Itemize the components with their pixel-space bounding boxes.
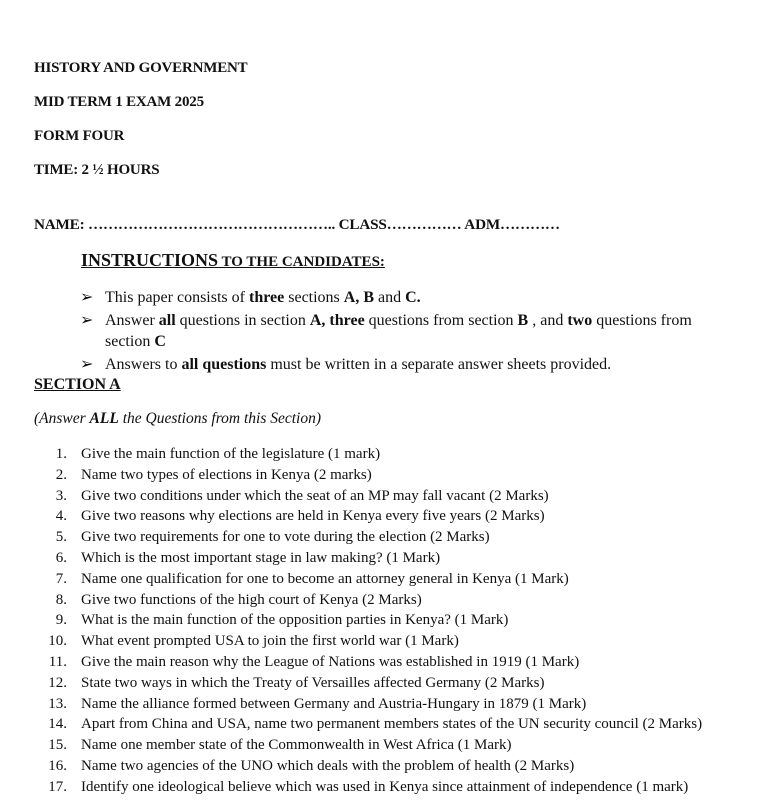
question-item [34, 735, 764, 756]
question-item [34, 777, 764, 798]
instructions-heading [81, 250, 385, 271]
question-number: 14. [48, 716, 67, 733]
question-text: Give the main function of the legislature (1 mark) [81, 446, 381, 462]
instructions-heading-main: INSTRUCTIONS [81, 250, 219, 270]
exam-title: MID TERM 1 EXAM 2025 [34, 94, 204, 110]
arrow-bullet-icon: ➢ [80, 312, 94, 329]
arrow-bullet-icon: ➢ [80, 356, 94, 373]
question-item [34, 465, 764, 486]
question-number: 12. [48, 674, 67, 691]
question-text: Name one qualification for one to become an attorney general in Kenya (1 Mark) [81, 570, 569, 587]
instruction-text: This paper consists of three sections A, B and C. [105, 289, 421, 306]
question-number: 2. [55, 466, 67, 483]
form-title: FORM FOUR [34, 128, 125, 144]
question-text: What event prompted USA to join the first world war (1 Mark) [81, 633, 459, 650]
question-list [34, 444, 764, 798]
question-number: 9. [55, 612, 67, 629]
question-item [34, 610, 764, 631]
question-item [34, 444, 764, 465]
question-text: Give two functions of the high court of Kenya (2 Marks) [81, 591, 422, 608]
question-number: 17. [48, 778, 67, 795]
question-item [34, 694, 764, 715]
question-text: Name the alliance formed between Germany and Austria-Hungary in 1879 (1 Mark) [81, 695, 587, 712]
question-item [34, 590, 764, 611]
instruction-text: Answers to all questions must be written in a separate answer sheets provided. [105, 356, 612, 373]
question-item [34, 756, 764, 777]
name-class-adm-line: NAME: ………………………………………….. CLASS…………… ADM………… [34, 216, 560, 233]
question-text: State two ways in which the Treaty of Versailles affected Germany (2 Marks) [81, 674, 545, 691]
question-text: Give two requirements for one to vote during the election (2 Marks) [81, 529, 490, 546]
instruction-item [80, 354, 740, 375]
question-item [34, 714, 764, 735]
instruction-item [80, 310, 740, 352]
question-text: Give two conditions under which the seat of an MP may fall vacant (2 Marks) [81, 487, 549, 504]
subject-title: HISTORY AND GOVERNMENT [34, 60, 248, 76]
question-item [34, 569, 764, 590]
instruction-text: Answer all questions in section A, three questions from section B , and two questions from section C [105, 312, 692, 350]
question-number: 16. [48, 757, 67, 774]
question-number: 5. [55, 529, 67, 546]
question-number: 1. [55, 446, 67, 462]
question-text: Which is the most important stage in law making? (1 Mark) [81, 549, 441, 566]
question-text: Give the main reason why the League of Nations was established in 1919 (1 Mark) [81, 653, 580, 670]
question-item [34, 673, 764, 694]
section-a-heading: SECTION A [34, 376, 121, 393]
question-item [34, 652, 764, 673]
question-text: Name two types of elections in Kenya (2 marks) [81, 466, 372, 483]
question-number: 4. [55, 508, 67, 525]
section-a-note: (Answer ALL the Questions from this Section) [34, 410, 322, 427]
question-item [34, 486, 764, 507]
question-number: 11. [48, 653, 67, 670]
time-allowed: TIME: 2 ½ HOURS [34, 162, 160, 178]
question-item [34, 506, 764, 527]
question-item [34, 527, 764, 548]
question-number: 15. [48, 737, 67, 754]
question-text: Identify one ideological believe which was used in Kenya since attainment of independence (1 mark) [81, 778, 689, 795]
instructions-heading-rest: TO THE CANDIDATES: [218, 254, 385, 270]
question-text: What is the main function of the opposition parties in Kenya? (1 Mark) [81, 612, 509, 629]
arrow-bullet-icon: ➢ [80, 289, 94, 306]
question-number: 7. [55, 570, 67, 587]
question-number: 6. [55, 549, 67, 566]
question-text: Give two reasons why elections are held in Kenya every five years (2 Marks) [81, 508, 545, 525]
question-text: Apart from China and USA, name two permanent members states of the UN security council (2 Marks) [81, 716, 703, 733]
question-item [34, 631, 764, 652]
question-item [34, 548, 764, 569]
question-text: Name two agencies of the UNO which deals with the problem of health (2 Marks) [81, 757, 575, 774]
question-number: 13. [48, 695, 67, 712]
question-number: 3. [55, 487, 67, 504]
instruction-item [80, 287, 740, 308]
question-text: Name one member state of the Commonwealth in West Africa (1 Mark) [81, 737, 512, 754]
question-number: 10. [48, 633, 67, 650]
question-number: 8. [55, 591, 67, 608]
